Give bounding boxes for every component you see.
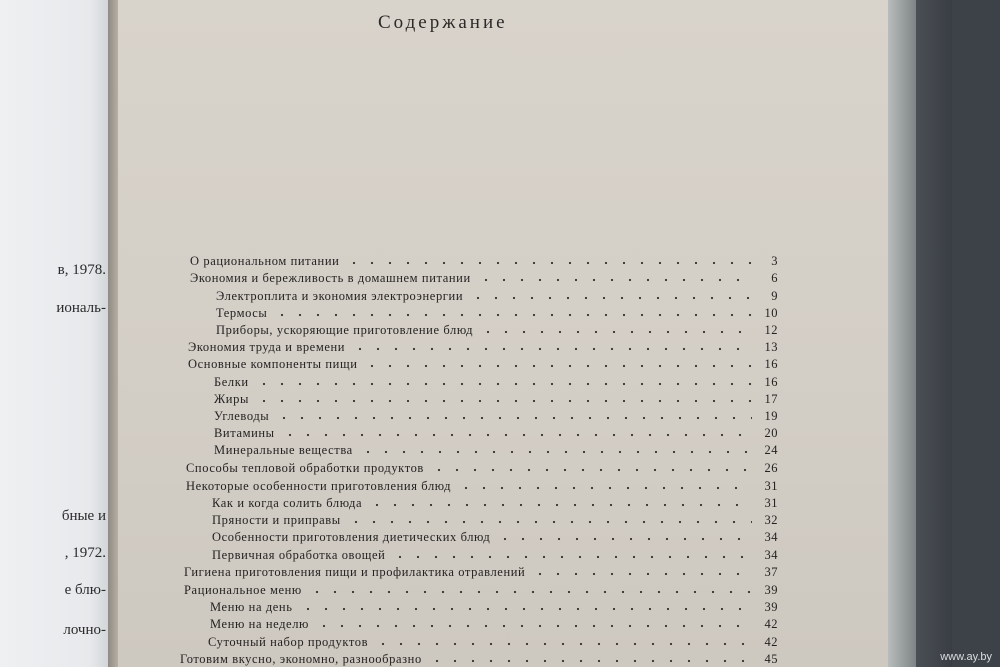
- toc-leader-dots: [457, 476, 752, 490]
- toc-leader-dots: [255, 389, 752, 403]
- toc-entry-title: Способы тепловой обработки продуктов: [186, 461, 424, 475]
- page-edge: [888, 0, 916, 667]
- toc-entry-page-number: 39: [764, 583, 778, 597]
- toc-entry-page-number: 10: [764, 306, 778, 320]
- toc-leader-dots: [479, 320, 752, 334]
- ruler: [952, 0, 1000, 667]
- toc-entry: [216, 286, 778, 304]
- toc-entry: [212, 510, 778, 528]
- toc-entry-title: Жиры: [214, 392, 249, 406]
- left-page-line: лочно-: [63, 622, 106, 638]
- toc-entry-page-number: 39: [764, 600, 778, 614]
- toc-entry: [184, 580, 778, 598]
- toc-entry: [212, 527, 778, 545]
- toc-leader-dots: [469, 286, 752, 300]
- toc-entry-title: О рациональном питании: [190, 254, 340, 268]
- toc-leader-dots: [299, 597, 752, 611]
- toc-entry-page-number: 3: [771, 254, 778, 268]
- toc-entry-page-number: 16: [764, 357, 778, 371]
- toc-entry-title: Меню на день: [210, 600, 293, 614]
- toc-entry: [216, 320, 778, 338]
- toc-entry-title: Электроплита и экономия электроэнергии: [216, 289, 464, 303]
- toc-leader-dots: [273, 303, 752, 317]
- toc-leader-dots: [368, 493, 752, 507]
- toc-entry-title: Рациональное меню: [184, 583, 302, 597]
- toc-entry-page-number: 31: [764, 479, 778, 493]
- toc-leader-dots: [275, 406, 752, 420]
- left-page-line: иональ-: [56, 300, 106, 316]
- toc-entry: [186, 458, 778, 476]
- toc-entry-title: Пряности и приправы: [212, 513, 341, 527]
- toc-entry-page-number: 24: [764, 443, 778, 457]
- toc-leader-dots: [347, 510, 752, 524]
- toc-leader-dots: [391, 545, 752, 559]
- toc-entry: [190, 268, 778, 286]
- toc-entry-title: Экономия труда и времени: [188, 340, 346, 354]
- toc-leader-dots: [430, 458, 752, 472]
- toc-entry-page-number: 9: [771, 289, 778, 303]
- page-title: Содержание: [378, 12, 508, 33]
- toc-entry-title: Меню на неделю: [210, 617, 309, 631]
- toc-entry-page-number: 45: [764, 652, 778, 666]
- toc-leader-dots: [496, 527, 752, 541]
- toc-entry-page-number: 13: [764, 340, 778, 354]
- toc-entry-page-number: 20: [764, 426, 778, 440]
- toc-entry-title: Гигиена приготовления пищи и профилактика отравлений: [184, 565, 526, 579]
- toc-leader-dots: [477, 268, 752, 282]
- toc-entry-title: Как и когда солить блюда: [212, 496, 363, 510]
- toc-entry-page-number: 34: [764, 548, 778, 562]
- toc-entry: [188, 354, 778, 372]
- toc-entry: [208, 632, 778, 650]
- toc-entry-page-number: 34: [764, 530, 778, 544]
- left-page-line: в, 1978.: [57, 262, 106, 278]
- toc-entry-title: Суточный набор продуктов: [208, 635, 369, 649]
- toc-entry-page-number: 17: [764, 392, 778, 406]
- toc-leader-dots: [345, 251, 752, 265]
- toc-entry-title: Минеральные вещества: [214, 443, 353, 457]
- left-page-line: е блю-: [64, 582, 106, 598]
- toc-entry: [210, 614, 778, 632]
- toc-entry: [212, 493, 778, 511]
- toc-entry-title: Экономия и бережливость в домашнем питании: [190, 271, 471, 285]
- left-page-line: , 1972.: [64, 545, 106, 561]
- toc-entry-page-number: 42: [764, 635, 778, 649]
- toc-leader-dots: [531, 562, 752, 576]
- toc-entry-page-number: 16: [764, 375, 778, 389]
- toc-entry: [214, 423, 778, 441]
- toc-leader-dots: [308, 580, 752, 594]
- toc-entry-title: Приборы, ускоряющие приготовление блюд: [216, 323, 474, 337]
- toc-entry: [210, 597, 778, 615]
- toc-entry-page-number: 31: [764, 496, 778, 510]
- left-page: [0, 0, 112, 667]
- toc-leader-dots: [428, 649, 752, 663]
- toc-entry-page-number: 32: [764, 513, 778, 527]
- toc-entry-title: Первичная обработка овощей: [212, 548, 386, 562]
- toc-entry: [212, 545, 778, 563]
- toc-entry: [214, 406, 778, 424]
- toc-entry-page-number: 37: [764, 565, 778, 579]
- toc-leader-dots: [359, 440, 752, 454]
- toc-entry: [184, 562, 778, 580]
- toc-leader-dots: [315, 614, 752, 628]
- toc-entry-page-number: 42: [764, 617, 778, 631]
- toc-entry-title: Углеводы: [214, 409, 270, 423]
- toc-entry-page-number: 19: [764, 409, 778, 423]
- toc-entry: [190, 251, 778, 269]
- watermark: www.ay.by: [940, 651, 992, 663]
- toc-entry-title: Основные компоненты пищи: [188, 357, 358, 371]
- toc-entry: [188, 337, 778, 355]
- toc-entry-title: Готовим вкусно, экономно, разнообразно: [180, 652, 422, 666]
- toc-leader-dots: [374, 632, 752, 646]
- toc-leader-dots: [255, 372, 752, 386]
- left-page-line: бные и: [61, 508, 106, 524]
- toc-leader-dots: [351, 337, 752, 351]
- toc-entry-page-number: 6: [771, 271, 778, 285]
- toc-entry: [180, 649, 778, 667]
- toc-entry: [214, 372, 778, 390]
- toc-leader-dots: [281, 423, 752, 437]
- toc-leader-dots: [363, 354, 752, 368]
- toc-entry-title: Витамины: [214, 426, 275, 440]
- toc-entry: [186, 476, 778, 494]
- toc-entry-title: Некоторые особенности приготовления блюд: [186, 479, 452, 493]
- toc-entry-title: Термосы: [216, 306, 268, 320]
- toc-entry: [214, 389, 778, 407]
- toc-entry-page-number: 12: [764, 323, 778, 337]
- toc-entry: [214, 440, 778, 458]
- toc-entry-page-number: 26: [764, 461, 778, 475]
- toc-entry-title: Особенности приготовления диетических блюд: [212, 530, 491, 544]
- toc-entry-title: Белки: [214, 375, 249, 389]
- toc-entry: [216, 303, 778, 321]
